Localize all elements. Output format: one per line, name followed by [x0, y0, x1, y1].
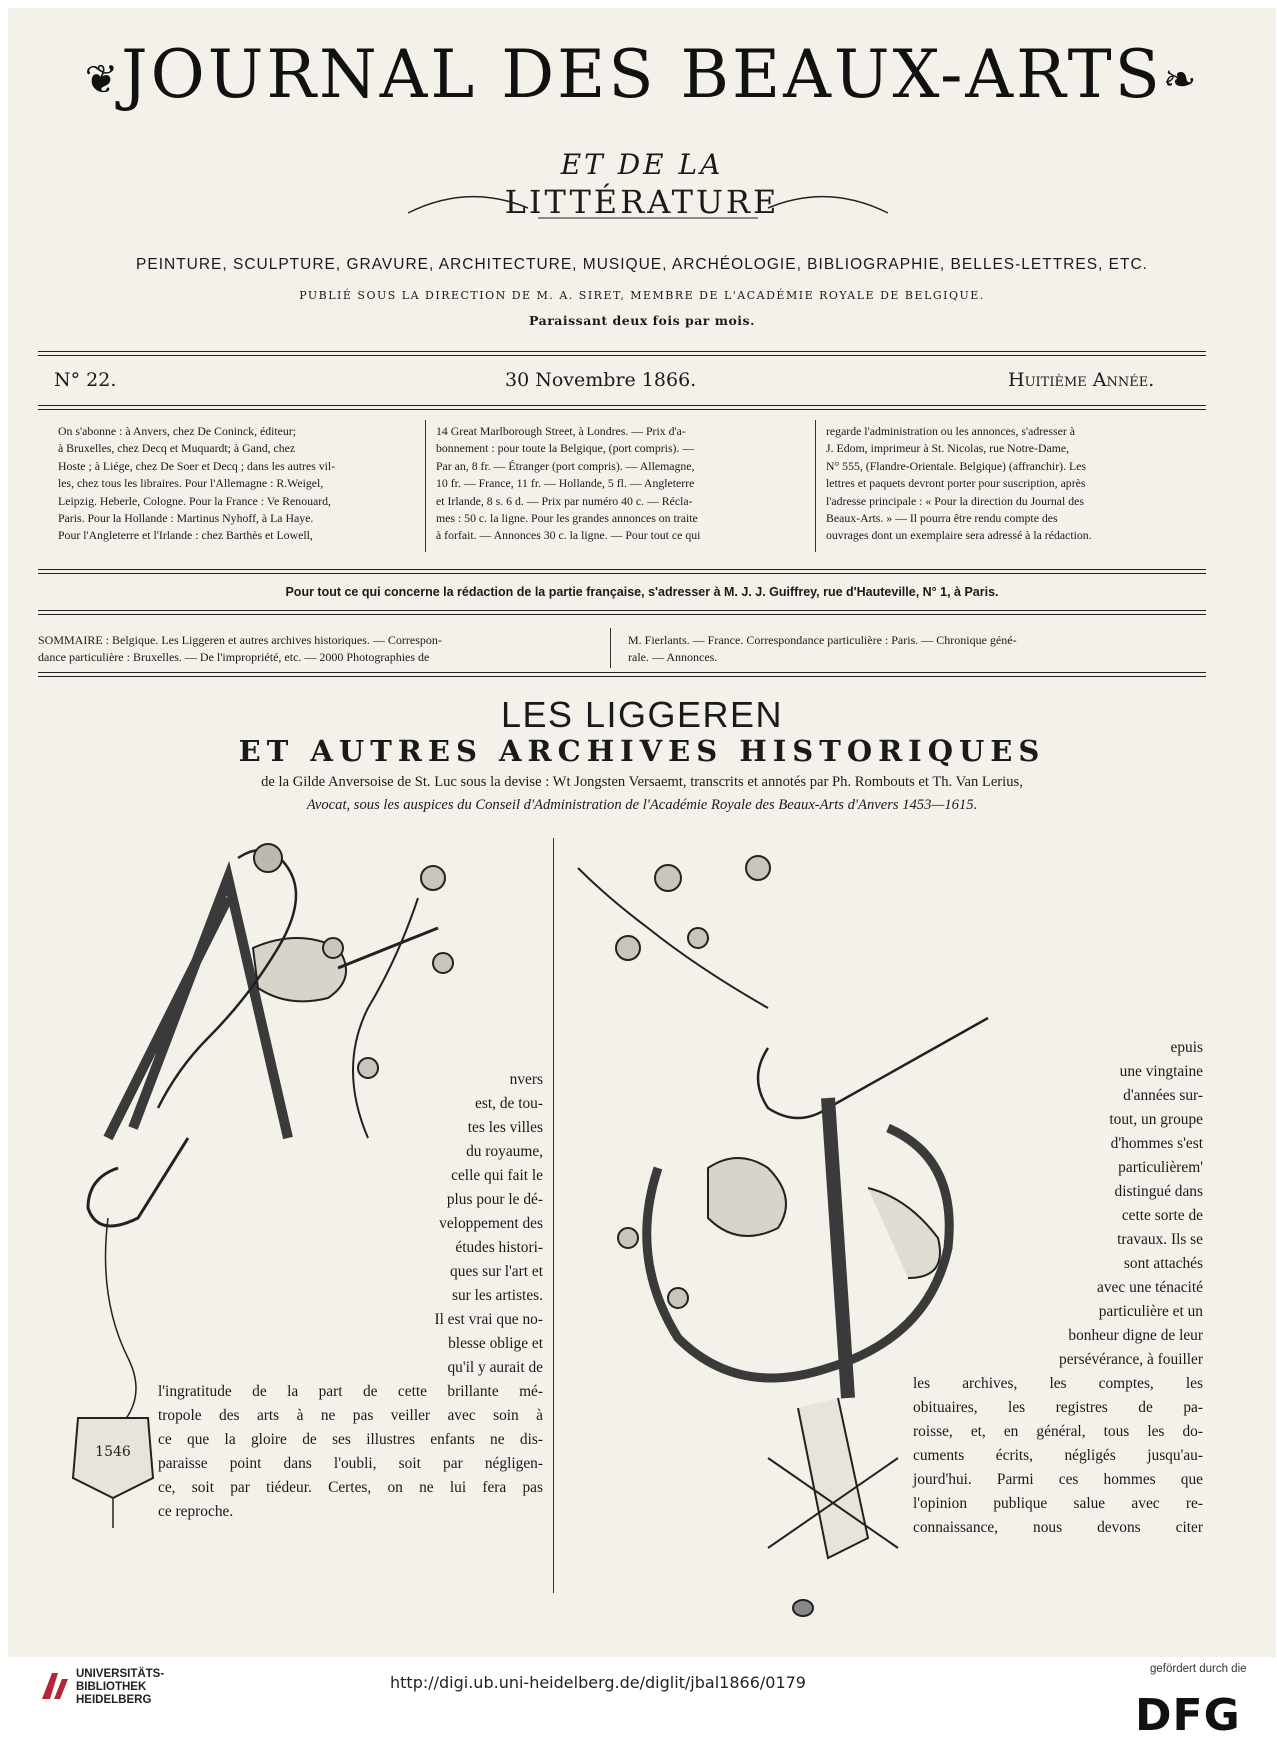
source-url-link[interactable]: http://digi.ub.uni-heidelberg.de/diglit/jbal1866/0179 — [390, 1673, 806, 1692]
column-rule — [610, 628, 611, 668]
article-subtitle-2: Avocat, sous les auspices du Conseil d'Administration de l'Académie Royale des Beaux-Arts d'Anvers 1453—1615. — [306, 797, 978, 813]
sommaire-left: SOMMAIRE : Belgique. Les Liggeren et autres archives historiques. — Correspon- dance particulière : Bruxelles. — De l'impropriété, etc. — 2000 Photographies de — [38, 633, 442, 664]
issue-year: Huitième Année. — [1008, 369, 1155, 391]
masthead-subtitle-2: LITTÉRATURE — [504, 183, 780, 221]
divider — [38, 405, 1206, 410]
subscription-col-2: 14 Great Marlborough Street, à Londres. — Prix d'a- bonnement : pour toute la Belgique, (port compris). — Par an, 8 fr. — Étranger (port compris). — Allemagne, 10 fr. — France, 11 fr. — Hollande, 5 fl. — Angleterre et Irlande, 8 s. 6 d. — Prix par numéro 40 c. — Récla- mes : 50 c. la ligne. Pour les grandes annonces on traite à forfait. — Annonces 30 c. la ligne. — Pour tout ce qui — [436, 424, 701, 543]
article-col-2-bottom: les archives, les comptes, les obituaires, les registres de pa- roisse, et, en général, tous les do- cuments écrits, négligés jusqu'au- jourd'hui. Parmi ces hommes que l'opinion publique salue avec re- connaissance, nous devons citer — [913, 1375, 1203, 1536]
funded-by-label: gefördert durch die — [1150, 1663, 1247, 1675]
issue-number: N° 22. — [54, 369, 117, 391]
column-rule — [815, 420, 816, 552]
masthead-direction: PUBLIÉ SOUS LA DIRECTION DE M. A. SIRET, MEMBRE DE L'ACADÉMIE ROYALE DE BELGIQUE. — [299, 289, 985, 302]
article-title-2: ET AUTRES ARCHIVES HISTORIQUES — [238, 734, 1046, 768]
cartouche-year: 1546 — [95, 1444, 131, 1460]
sommaire-right: M. Fierlants. — France. Correspondance particulière : Paris. — Chronique géné- rale. — Annonces. — [628, 633, 1017, 664]
issue-date: 30 Novembre 1866. — [505, 369, 697, 391]
dfg-logo: DFG — [1135, 1690, 1241, 1741]
subscription-col-1: On s'abonne : à Anvers, chez De Coninck, éditeur; à Bruxelles, chez Decq et Muquardt; à Gand, chez Hoste ; à Liége, chez De Soer et Decq ; dans les autres vil- les, chez tous les libraires. Pour l'Allemagne : R.Weigel, Leipzig. Heberle, Cologne. Pour la France : Ve Renouard, Paris. Pour la Hollande : Martinus Nyhoff, à La Haye. Pour l'Angleterre et l'Irlande : chez Barthès et Lowell, — [58, 424, 336, 543]
newspaper-page — [8, 8, 1276, 1657]
column-rule — [425, 420, 426, 552]
masthead-frequency: Paraissant deux fois par mois. — [529, 313, 755, 328]
library-logo-icon — [38, 1669, 70, 1703]
masthead-scope: PEINTURE, SCULPTURE, GRAVURE, ARCHITECTURE, MUSIQUE, ARCHÉOLOGIE, BIBLIOGRAPHIE, BELLES-LETTRES, ETC. — [136, 256, 1148, 273]
divider — [38, 610, 1206, 615]
article-title: LES LIGGEREN — [500, 694, 784, 735]
divider — [38, 672, 1206, 677]
article-col-1: nvers est, de tou- tes les villes du royaume, celle qui fait le plus pour le dé- veloppement des études histori- ques sur l'art et sur les artistes. Il est vrai que no- blesse oblige et qu'il y aurait de l'ingratitude de la part de cette brillante mé- tropole des arts à ne pas veiller avec soin à ce que la gloire de ses illustres enfants ne dis- paraisse point dans l'oubli, soit par négligen- ce, soit par tiédeur. Certes, on ne lui fera pas ce reproche. — [158, 1071, 543, 1520]
paris-notice: Pour tout ce qui concerne la rédaction de la partie française, s'adresser à M. J. J. Guiffrey, rue d'Hauteville, N° 1, à Paris. — [285, 585, 999, 599]
article-col-2-top: epuis une vingtaine d'années sur- tout, un groupe d'hommes s'est particulièrem' distingué dans cette sorte de travaux. Ils se sont attachés avec une ténacité particulière et un bonheur digne de leur persévérance, à fouiller — [1059, 1039, 1203, 1368]
masthead-title: ❦JOURNAL DES BEAUX-ARTS❧ — [84, 36, 1200, 113]
divider — [38, 351, 1206, 356]
column-rule — [553, 838, 554, 1593]
subscription-col-3: regarde l'administration ou les annonces, s'adresser à J. Edom, imprimeur à St. Nicolas, rue Notre-Dame, N° 555, (Flandre-Orientale. Belgique) (affranchir). Les lettres et paquets devront porter pour suscription, après l'adresse principale : « Pour la direction du Journal des Beaux-Arts. » — Il pourra être rendu compte des ouvrages dont un exemplaire sera adressé à la rédaction. — [826, 424, 1092, 543]
flourish-left-icon: ❦ — [84, 57, 122, 103]
library-name: UNIVERSITÄTS- BIBLIOTHEK HEIDELBERG — [76, 1668, 165, 1706]
masthead-subtitle-1: ET DE LA — [560, 148, 724, 181]
masthead-ornament — [388, 163, 908, 223]
footer-bar — [0, 1657, 1277, 1751]
divider — [38, 569, 1206, 574]
article-subtitle-1: de la Gilde Anversoise de St. Luc sous la devise : Wt Jongsten Versaemt, transcrits et annotés par Ph. Rombouts et Th. Van Lerius, — [261, 774, 1023, 790]
flourish-right-icon: ❧ — [1162, 57, 1200, 103]
